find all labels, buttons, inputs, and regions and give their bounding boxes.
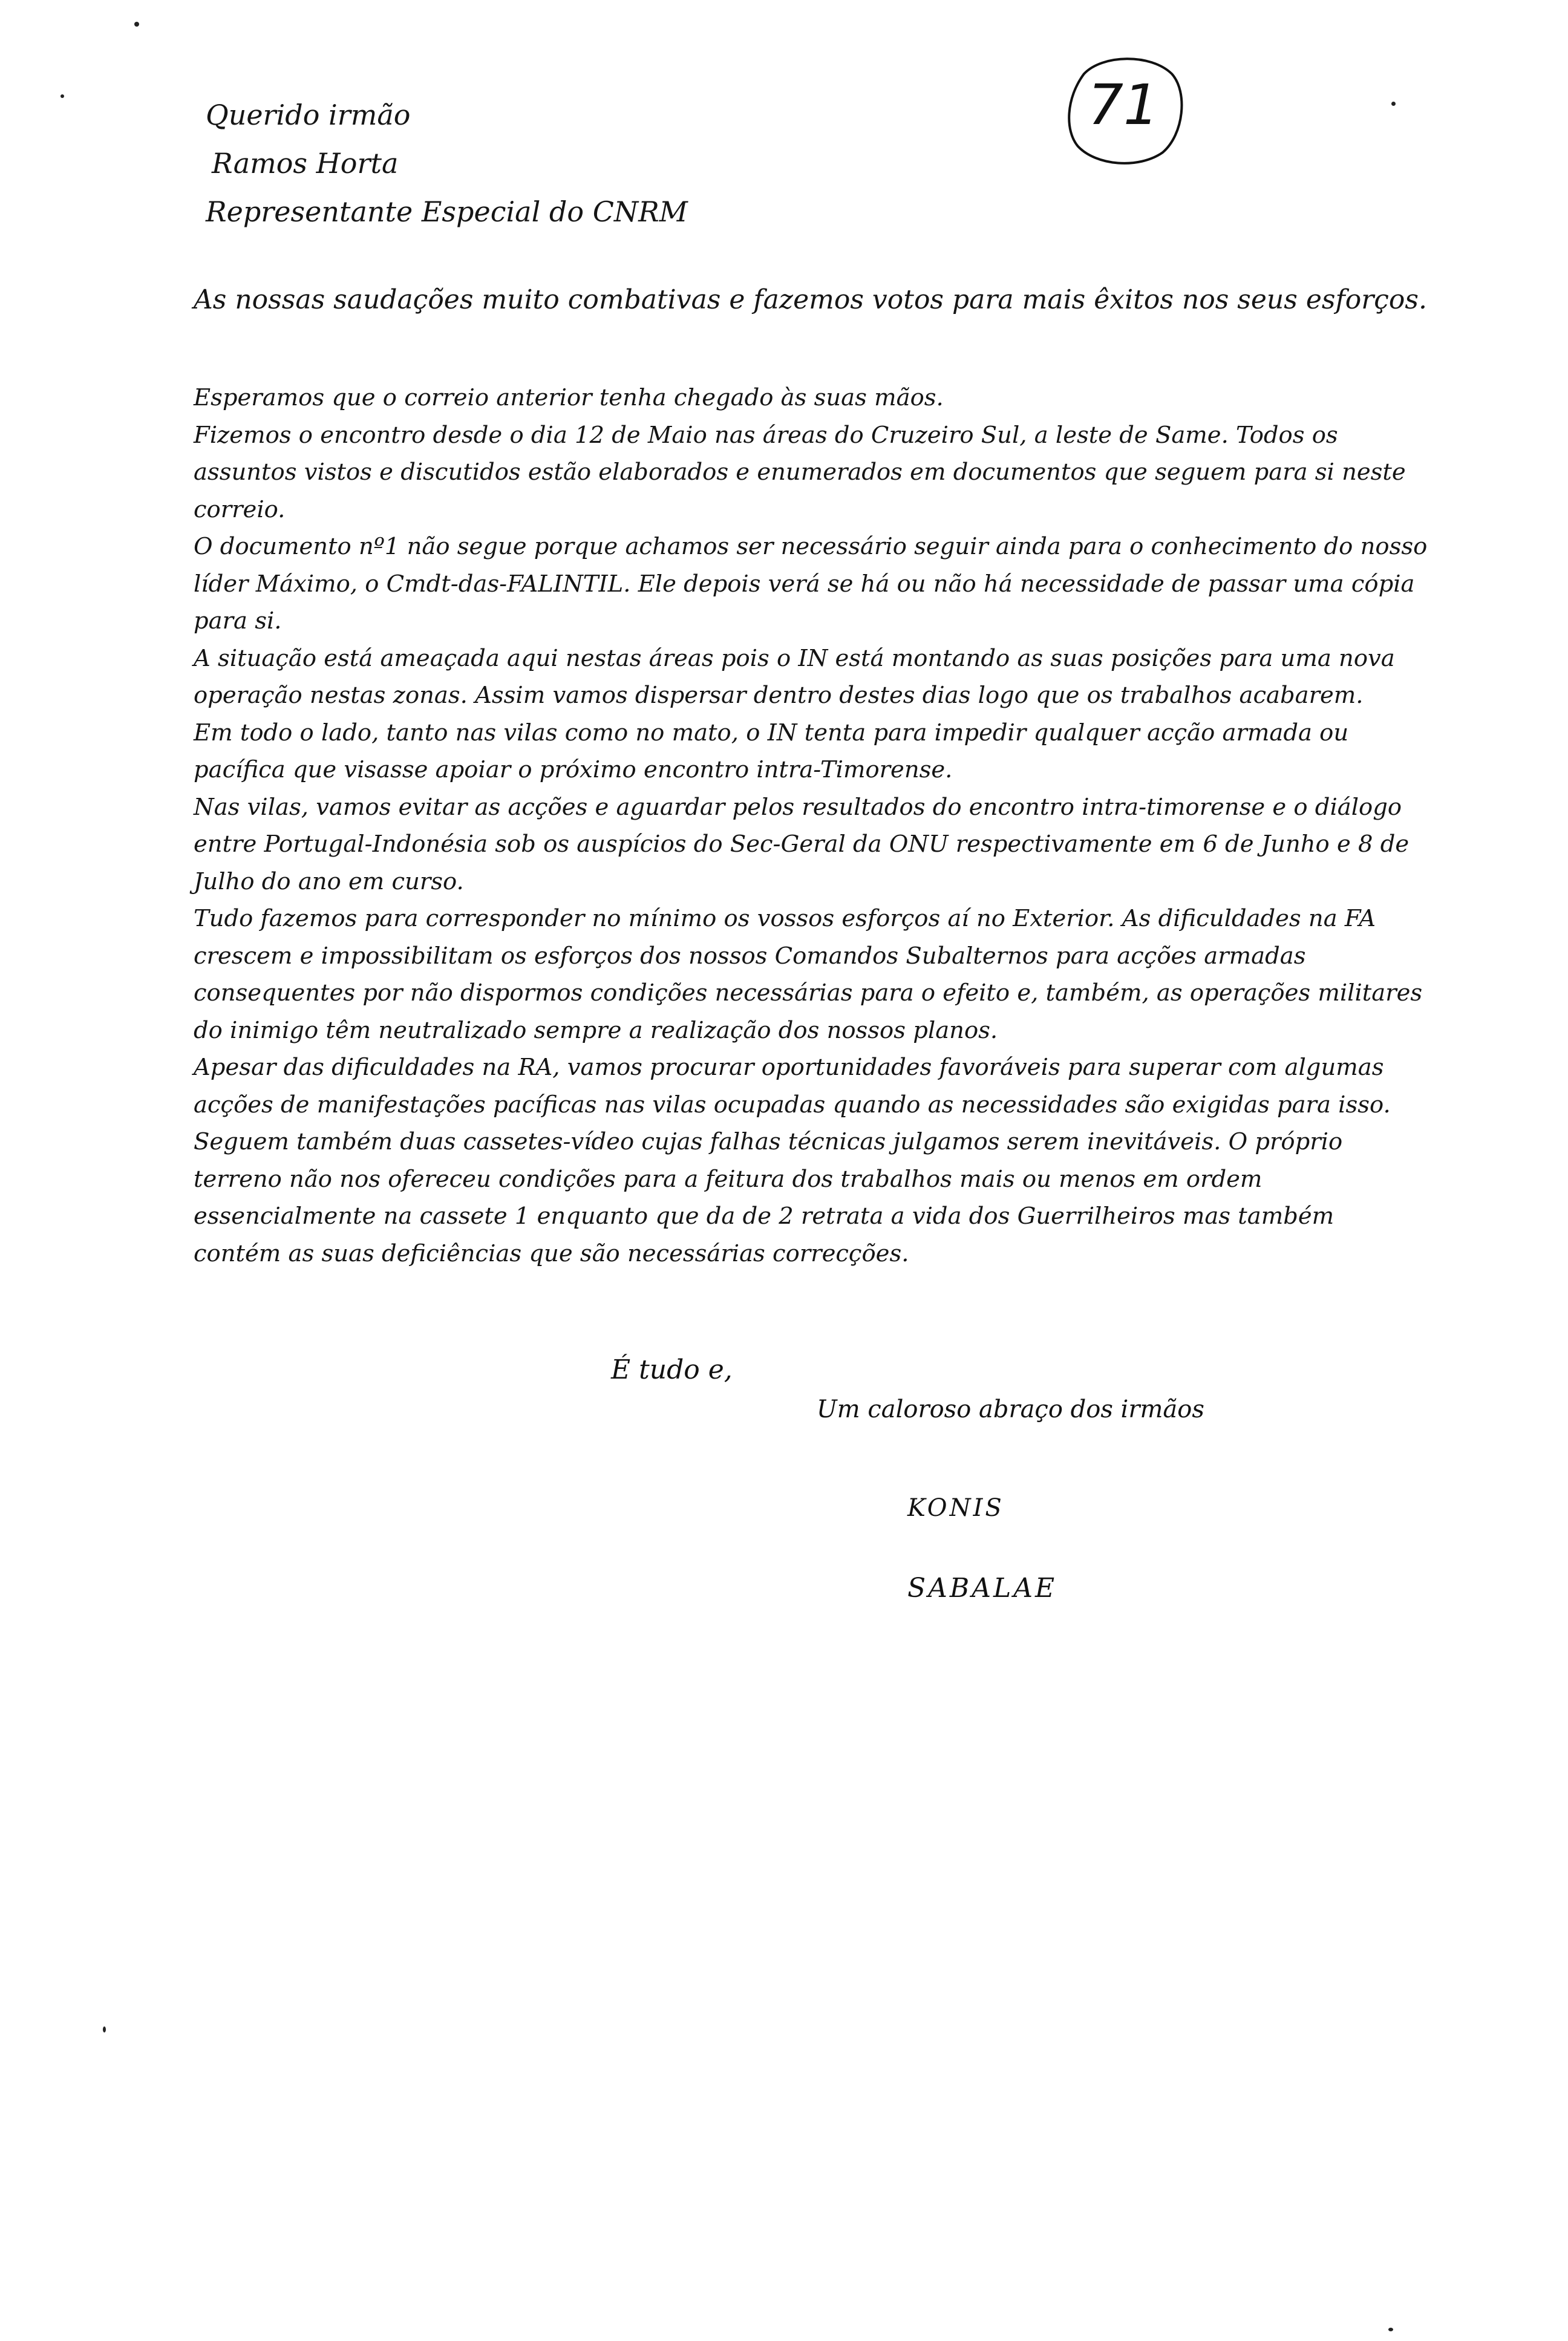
salutation-line: Querido irmão (206, 99, 411, 131)
letter-paragraphs (194, 379, 1428, 1272)
salutation-block (206, 91, 1428, 236)
paragraph: Nas vilas, vamos evitar as acções e aguardar pelos resultados do encontro intra-timorense e o diálogo entre Portugal-Indonésia sob os auspícios do Sec-Geral da ONU respectivamente em 6 de Junho e 8 de Julho do ano em curso. (194, 793, 1410, 895)
letter-body (194, 91, 1428, 1272)
paragraph: Esperamos que o correio anterior tenha chegado às suas mãos. (194, 384, 944, 411)
greeting-paragraph: As nossas saudações muito combativas e fazemos votos para mais êxitos nos seus esforços. (194, 284, 1427, 315)
paragraph: Seguem também duas cassetes-vídeo cujas falhas técnicas julgamos serem inevitáveis. O próprio terreno não nos ofereceu condições para a feitura dos trabalhos mais ou menos em ordem essencialmente na cassete 1 enquanto que da de 2 retrata a vida dos Guerrilheiros mas também contém as suas deficiências que são necessárias correcções. (194, 1128, 1343, 1267)
scan-speck (1388, 2328, 1393, 2331)
page-number: 71 (1088, 73, 1159, 137)
recipient-name: Ramos Horta (212, 147, 399, 180)
paragraph: Apesar das dificuldades na RA, vamos procurar oportunidades favoráveis para superar com algumas acções de manifestações pacíficas nas vilas ocupadas quando as necessidades são exigidas para isso. (194, 1054, 1391, 1118)
closing-line: É tudo e, (611, 1354, 733, 1385)
signature-konis: KONIS (907, 1494, 1004, 1522)
recipient-title: Representante Especial do CNRM (206, 195, 688, 228)
paragraph: A situação está ameaçada aqui nestas áreas pois o IN está montando as suas posições para uma nova operação nestas zonas. Assim vamos dispersar dentro destes dias logo que os trabalhos acabarem. (194, 644, 1395, 709)
closing-embrace: Um caloroso abraço dos irmãos (817, 1396, 1204, 1423)
paragraph: Fizemos o encontro desde o dia 12 de Maio nas áreas do Cruzeiro Sul, a leste de Same. Todos os assuntos vistos e discutidos estão elaborados e enumerados em documentos que seguem para si neste correio. (194, 421, 1406, 523)
scan-speck (134, 22, 139, 27)
scan-speck (103, 2026, 106, 2032)
paragraph: Tudo fazemos para corresponder no mínimo os vossos esforços aí no Exterior. As dificuldades na FA crescem e impossibilitam os esforços dos nossos Comandos Subalternos para acções armadas consequentes por não dispormos condições necessárias para o efeito e, também, as operações militares do inimigo têm neutralizado sempre a realização dos nossos planos. (194, 905, 1423, 1044)
scan-speck (60, 94, 64, 98)
paragraph: Em todo o lado, tanto nas vilas como no mato, o IN tenta para impedir qualquer acção armada ou pacífica que visasse apoiar o próximo encontro intra-Timorense. (194, 719, 1349, 783)
scan-speck (1391, 102, 1396, 106)
signature-sabalae: SABALAE (907, 1573, 1057, 1604)
paragraph: O documento nº1 não segue porque achamos ser necessário seguir ainda para o conhecimento do nosso líder Máximo, o Cmdt-das-FALINTIL. Ele depois verá se há ou não há necessidade de passar uma cópia para si. (194, 533, 1428, 635)
